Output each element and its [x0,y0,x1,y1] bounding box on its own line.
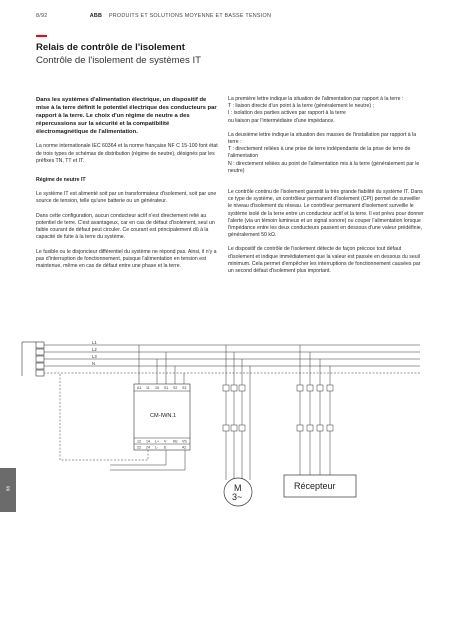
it-paragraph-2: Dans cette configuration, aucun conducteur actif n'est directement relié au potentiel de terre. C'est avantageux, car en cas de défaut d'isolement, seul un faible courant de défaut peut circuler. Ce courant est principalement dû à la capacité de fuite à la terre du système. [36,212,215,241]
terminal-label: KE [173,439,178,444]
device-name: CM-IWN.1 [150,413,177,419]
terminal-label: A1 [137,386,142,390]
first-letter-item: I : isolation des parties actives par rapport à la terre [228,110,346,117]
transformer-icon [22,342,44,376]
brand-name: ABB [89,13,103,19]
phase-lines [40,345,420,373]
terminal-label: 14 [146,439,150,444]
terminal-label: VS [182,439,187,444]
terminal-label: A2 [182,445,187,450]
page-subtitle: Contrôle de l'isolement de systèmes IT [36,55,201,66]
terminal-label: 15 [155,386,159,390]
first-letter-item: ou liaison par l'intermédiaire d'une impédance. [228,117,335,124]
left-column [36,96,220,277]
terminal-label: 11 [146,386,150,390]
terminal-label: S3 [182,386,187,390]
first-letter-paragraph [228,96,424,125]
receptor-feeder [297,345,333,475]
page-number: 8/92 [36,13,48,19]
terminal-label: L- [155,445,159,450]
first-letter-item: T : liaison directe d'un point à la terre (généralement le neutre) ; [228,103,374,110]
second-letter-item: T : directement reliées à une prise de terre indépendante de la prise de terre de l'alimentation [228,146,411,160]
phase-label: L2 [92,347,97,352]
phase-label: L3 [92,354,97,359]
phase-label: L1 [92,340,97,345]
terminal-label: V [164,439,167,444]
terminal-label: 22 [137,445,141,450]
right-column [228,96,424,282]
it-paragraph-1: Le système IT est alimenté soit par un transformateur d'isolement, soit par une source de tension, telle qu'une batterie ou un générateur. [36,191,217,205]
side-tab [0,468,16,512]
motor-label: M [234,483,242,493]
accent-bar [36,35,47,37]
wiring-diagram [0,330,452,510]
motor-sub-label: 3~ [232,492,243,502]
terminal-label: 24 [146,445,150,450]
receptor-label: Récepteur [294,481,336,491]
second-letter-item: N : directement reliées au point de l'alimentation mis à la terre (généralement par le neutre) [228,160,420,174]
terminal-label: S1 [164,386,169,390]
phase-labels [92,340,97,366]
header-section: PRODUITS ET SOLUTIONS MOYENNE ET BASSE TENSION [108,13,272,19]
detection-paragraph: Le dispositif de contrôle de l'isolement détecte de façon précoce tout défaut d'isolement et indique immédiatement que la valeur est passée en dessous du seuil minimum. Cela permet d'empêcher les interruptions de fonctionnement causées par un second défaut d'isolement plus important. [228,246,421,275]
page-header [36,13,432,19]
phase-label: N [92,361,96,366]
second-letter-paragraph [228,132,424,175]
standards-paragraph: La norme internationale IEC 60364 et la norme française NF C 15-100 font état de trois types de schémas de distribution (régime de neutre), désignés par les préfixes TN, TT et IT. [36,143,218,164]
terminal-label: 12 [137,439,141,444]
page-title: Relais de contrôle de l'isolement [36,42,185,53]
terminal-label: L+ [155,439,160,444]
terminal-label: E [164,445,167,450]
side-tab-label: 88 [5,485,11,492]
second-letter-intro: La deuxième lettre indique la situation des masses de l'installation par rapport à la terre : [228,131,417,146]
intro-paragraph: Dans les systèmes d'alimentation électrique, un dispositif de mise à la terre définit le potentiel électrique des conducteurs par rapport à la terre. Le choix d'un régime de neutre a des répercussions sur la sécurité et la compatibilité électromagnétique de l'alimentation. [36,97,217,136]
monitoring-paragraph: Le contrôle continu de l'isolement garantit la très grande fiabilité du système IT. Dans ce type de système, un contrôleur permanent d'isolement (CPI) permet de surveiller le niveau d'isolement du réseau. Le contrôleur permanent d'isolement surveille le système isolé de la terre entre un conducteur actif et la terre. Il est prévu pour donner l'alerte (via un témoin lumineux et un signal sonore) ou couper l'alimentation lorsque l'impédance entre les deux conducteurs passent en dessous d'une valeur prédéfinie, généralement 50 kΩ. [228,189,424,239]
it-paragraph-3: Le fusible ou le disjoncteur différentiel du système ne répond pas. Ainsi, il n'y a pas d'interruption de fonctionnement, puisque l'alimentation en tension est maintenue, même en cas de défaut entre une phase et la terre. [36,248,217,269]
terminal-label: S2 [173,386,178,390]
first-letter-intro: La première lettre indique la situation de l'alimentation par rapport à la terre : [228,96,404,102]
section-heading: Régime de neutre IT [36,177,86,184]
motor-feeder [223,345,250,480]
